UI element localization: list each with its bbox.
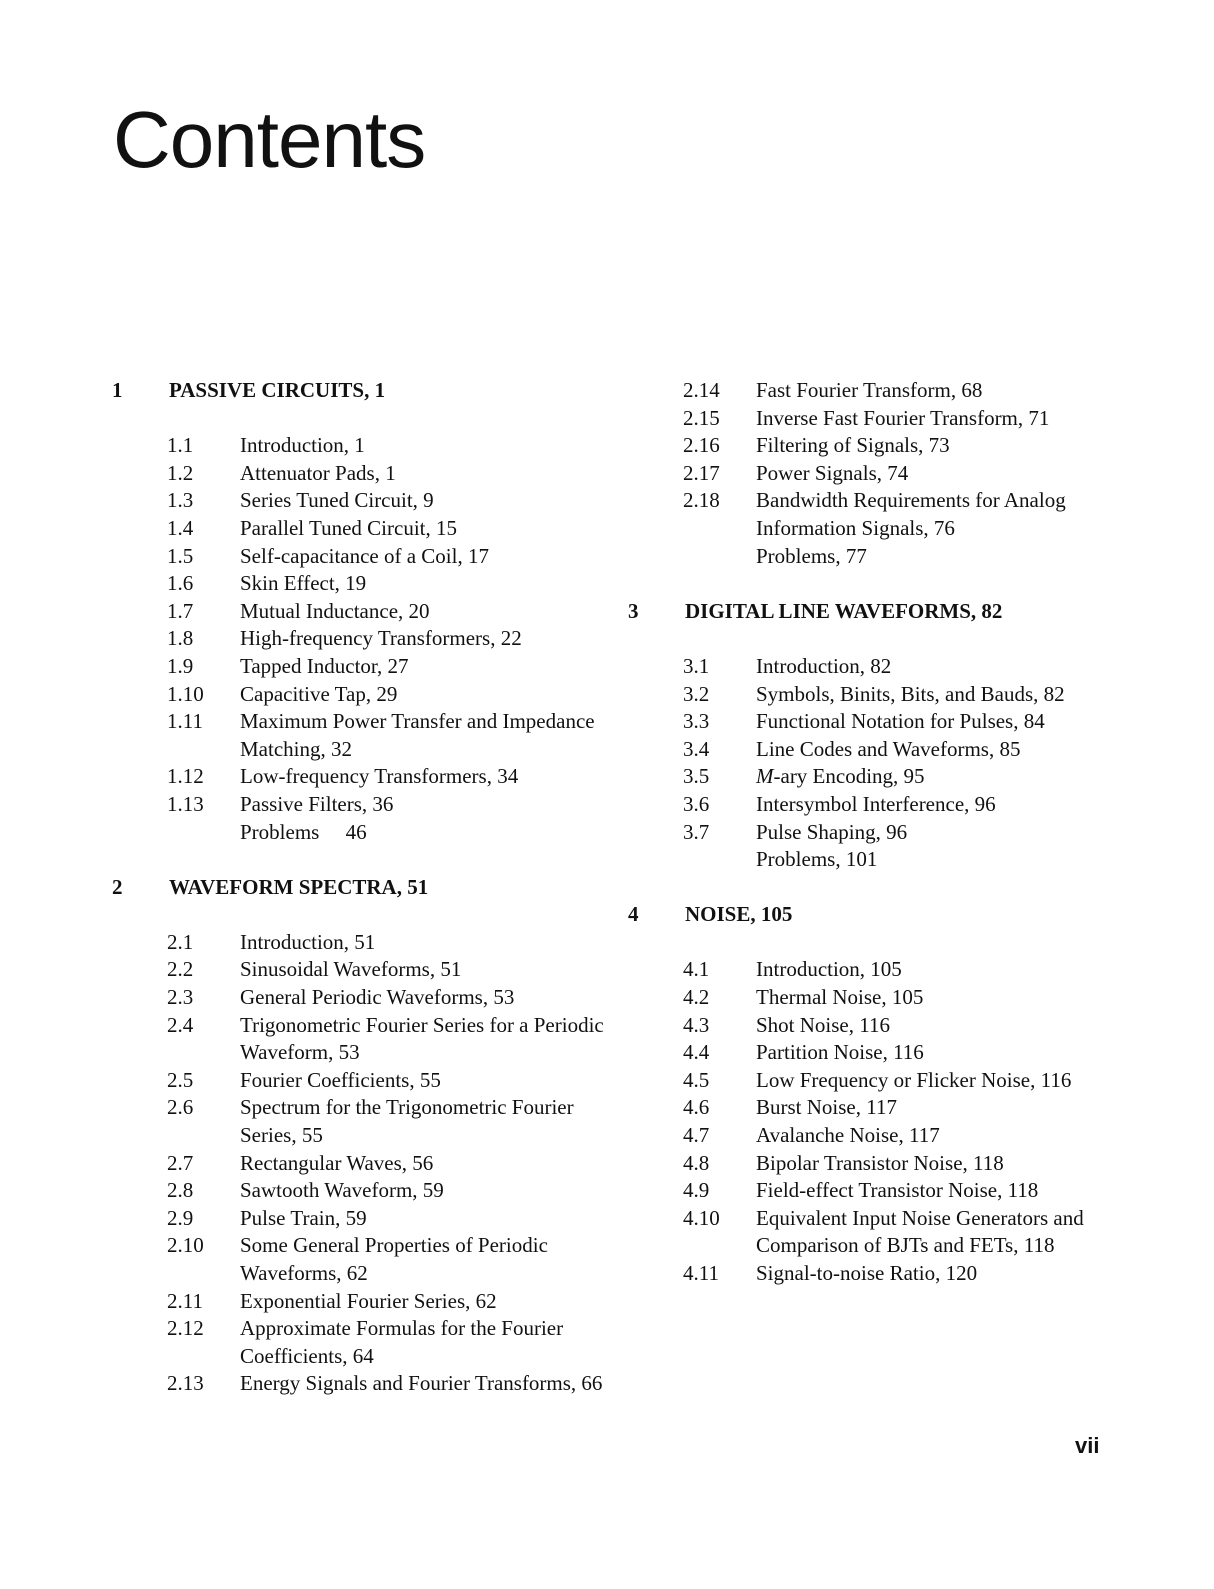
section-title: Pulse Shaping, 96	[756, 819, 908, 844]
toc-entry	[112, 515, 612, 543]
section-number: 3.6	[683, 791, 710, 816]
toc-entry	[112, 1067, 612, 1095]
toc-entry	[628, 405, 1098, 433]
section-number: 2.18	[683, 488, 720, 513]
toc-entry	[112, 708, 612, 763]
toc-entry	[112, 763, 612, 791]
section-number: 2.4	[167, 1012, 194, 1037]
toc-chapter	[112, 874, 612, 902]
toc-chapter	[628, 901, 1098, 929]
section-number: 1.2	[167, 460, 194, 485]
toc-entry	[628, 708, 1098, 736]
section-number: 2.15	[683, 405, 720, 430]
section-title: Fourier Coefficients, 55	[240, 1067, 441, 1092]
chapter-number: 2	[112, 874, 123, 899]
chapter-title: WAVEFORM SPECTRA, 51	[169, 874, 429, 899]
section-title: Sawtooth Waveform, 59	[240, 1178, 444, 1203]
toc-entry	[112, 1288, 612, 1316]
section-title: Bandwidth Requirements for Analog Information Signals, 76	[756, 488, 1066, 540]
section-number: 4.5	[683, 1067, 710, 1092]
toc-entry	[112, 929, 612, 957]
section-number: 2.12	[167, 1316, 204, 1341]
section-title: Skin Effect, 19	[240, 571, 367, 596]
toc-problems: Problems, 77	[756, 543, 867, 568]
section-title: Partition Noise, 116	[756, 1040, 924, 1065]
toc-entry	[628, 1205, 1098, 1260]
section-title: Trigonometric Fourier Series for a Periodic Waveform, 53	[240, 1012, 604, 1065]
section-title: Attenuator Pads, 1	[240, 460, 396, 485]
section-number: 2.9	[167, 1205, 194, 1230]
toc-entry	[628, 984, 1098, 1012]
toc-entry	[628, 1012, 1098, 1040]
toc-entry	[112, 1315, 612, 1370]
section-title: Bipolar Transistor Noise, 118	[756, 1150, 1004, 1175]
section-title: Spectrum for the Trigonometric Fourier Series, 55	[240, 1095, 574, 1148]
toc-right-column	[628, 377, 1098, 1288]
toc-entry	[628, 653, 1098, 681]
section-title: Low-frequency Transformers, 34	[240, 764, 519, 789]
section-title: Filtering of Signals, 73	[756, 433, 950, 458]
chapter-number: 1	[112, 378, 123, 402]
section-number: 4.10	[683, 1205, 720, 1230]
section-title: High-frequency Transformers, 22	[240, 626, 522, 651]
toc-entry	[628, 377, 1098, 405]
toc-entry	[628, 1122, 1098, 1150]
toc-problems: Problems, 101	[756, 847, 878, 872]
section-number: 3.7	[683, 819, 710, 844]
section-title: Introduction, 82	[756, 653, 892, 678]
toc-problems: Problems 46	[240, 819, 367, 844]
section-title: Functional Notation for Pulses, 84	[756, 709, 1045, 734]
toc-entry	[112, 1012, 612, 1067]
page-number: vii	[1075, 1433, 1100, 1458]
section-number: 2.7	[167, 1150, 194, 1175]
section-title: Parallel Tuned Circuit, 15	[240, 515, 457, 540]
section-number: 4.2	[683, 985, 710, 1010]
section-title: Exponential Fourier Series, 62	[240, 1288, 497, 1313]
section-title: Introduction, 105	[756, 957, 902, 982]
section-number: 4.1	[683, 957, 710, 982]
section-number: 2.16	[683, 433, 720, 458]
toc-entry	[112, 956, 612, 984]
toc-entry	[628, 736, 1098, 764]
toc-chapter	[112, 377, 612, 405]
toc-entry	[112, 487, 612, 515]
section-title: Intersymbol Interference, 96	[756, 791, 996, 816]
section-title: Thermal Noise, 105	[756, 985, 924, 1010]
toc-entry	[112, 984, 612, 1012]
toc-entry	[112, 570, 612, 598]
toc-entry	[112, 1177, 612, 1205]
section-number: 1.3	[167, 488, 194, 513]
section-number: 2.8	[167, 1178, 194, 1203]
section-title: Fast Fourier Transform, 68	[756, 378, 983, 402]
toc-left-column	[112, 377, 612, 1398]
toc-entry	[628, 1067, 1098, 1095]
section-number: 2.11	[167, 1288, 203, 1313]
section-title: Series Tuned Circuit, 9	[240, 488, 434, 513]
toc-entry	[628, 1177, 1098, 1205]
section-number: 1.1	[167, 433, 194, 458]
section-title: Burst Noise, 117	[756, 1095, 897, 1120]
toc-entry	[628, 1260, 1098, 1288]
toc-entry	[628, 819, 1098, 847]
toc-entry	[112, 625, 612, 653]
section-title: Signal-to-noise Ratio, 120	[756, 1261, 978, 1285]
section-number: 2.6	[167, 1095, 194, 1120]
section-title: M-ary Encoding, 95	[756, 764, 925, 789]
section-title: Some General Properties of Periodic Waveforms, 62	[240, 1233, 548, 1285]
section-title: Self-capacitance of a Coil, 17	[240, 543, 489, 568]
section-number: 4.6	[683, 1095, 710, 1120]
section-number: 2.17	[683, 460, 720, 485]
section-number: 2.14	[683, 378, 720, 402]
section-title: Introduction, 51	[240, 929, 376, 954]
section-number: 2.5	[167, 1067, 194, 1092]
section-number: 2.13	[167, 1371, 204, 1396]
section-number: 4.4	[683, 1040, 710, 1065]
chapter-title: NOISE, 105	[685, 902, 793, 927]
section-title: Pulse Train, 59	[240, 1205, 367, 1230]
section-number: 2.10	[167, 1233, 204, 1258]
toc-entry	[112, 653, 612, 681]
section-number: 4.11	[683, 1261, 719, 1285]
toc-chapter	[628, 598, 1098, 626]
toc-entry	[628, 1094, 1098, 1122]
section-number: 1.6	[167, 571, 194, 596]
chapter-title: DIGITAL LINE WAVEFORMS, 82	[685, 598, 1003, 623]
section-number: 4.3	[683, 1012, 710, 1037]
section-title: Inverse Fast Fourier Transform, 71	[756, 405, 1050, 430]
section-title: Symbols, Binits, Bits, and Bauds, 82	[756, 681, 1065, 706]
section-title: Line Codes and Waveforms, 85	[756, 736, 1021, 761]
toc-entry	[112, 543, 612, 571]
toc-entry	[628, 681, 1098, 709]
toc-entry	[628, 432, 1098, 460]
section-title: Equivalent Input Noise Generators and Comparison of BJTs and FETs, 118	[756, 1205, 1084, 1258]
section-title: General Periodic Waveforms, 53	[240, 985, 515, 1010]
toc-entry	[628, 460, 1098, 488]
toc-entry	[112, 1150, 612, 1178]
toc-entry	[112, 432, 612, 460]
toc-entry	[628, 1150, 1098, 1178]
section-title: Maximum Power Transfer and Impedance Matching, 32	[240, 709, 595, 761]
toc-entry	[628, 1039, 1098, 1067]
section-number: 4.8	[683, 1150, 710, 1175]
section-title: Approximate Formulas for the Fourier Coefficients, 64	[240, 1316, 564, 1368]
toc-entry	[112, 598, 612, 626]
section-number: 1.13	[167, 791, 204, 816]
section-title: Field-effect Transistor Noise, 118	[756, 1178, 1039, 1203]
section-number: 1.12	[167, 764, 204, 789]
toc-entry	[112, 1370, 612, 1398]
section-title: Rectangular Waves, 56	[240, 1150, 434, 1175]
section-number: 3.3	[683, 709, 710, 734]
section-title: Shot Noise, 116	[756, 1012, 890, 1037]
page-title: Contents	[113, 95, 426, 184]
section-number: 4.9	[683, 1178, 710, 1203]
section-number: 2.1	[167, 929, 194, 954]
section-number: 1.4	[167, 515, 194, 540]
section-number: 3.4	[683, 736, 710, 761]
chapter-number: 4	[628, 902, 639, 927]
section-title: Tapped Inductor, 27	[240, 653, 409, 678]
toc-entry	[112, 791, 612, 819]
section-number: 1.5	[167, 543, 194, 568]
toc-entry	[112, 681, 612, 709]
toc-entry	[112, 1205, 612, 1233]
section-title: Introduction, 1	[240, 433, 365, 458]
section-title: Capacitive Tap, 29	[240, 681, 398, 706]
toc-entry	[628, 487, 1098, 542]
chapter-title: PASSIVE CIRCUITS, 1	[169, 378, 386, 402]
section-number: 3.5	[683, 764, 710, 789]
toc-entry	[628, 763, 1098, 791]
section-title: Low Frequency or Flicker Noise, 116	[756, 1067, 1072, 1092]
toc-entry	[112, 460, 612, 488]
section-number: 3.2	[683, 681, 710, 706]
toc-entry	[112, 1094, 612, 1149]
section-title: Passive Filters, 36	[240, 791, 394, 816]
section-number: 1.8	[167, 626, 194, 651]
toc-entry	[628, 791, 1098, 819]
section-title: Avalanche Noise, 117	[756, 1123, 940, 1148]
section-title: Sinusoidal Waveforms, 51	[240, 957, 462, 982]
section-number: 4.7	[683, 1123, 710, 1148]
section-number: 1.10	[167, 681, 204, 706]
section-number: 2.3	[167, 985, 194, 1010]
section-number: 1.9	[167, 653, 194, 678]
section-title: Power Signals, 74	[756, 460, 909, 485]
toc-entry	[112, 1232, 612, 1287]
chapter-number: 3	[628, 598, 639, 623]
section-number: 2.2	[167, 957, 194, 982]
toc-entry	[628, 956, 1098, 984]
section-number: 1.11	[167, 709, 203, 734]
section-title: Energy Signals and Fourier Transforms, 66	[240, 1371, 603, 1396]
section-number: 1.7	[167, 598, 194, 623]
section-number: 3.1	[683, 653, 710, 678]
section-title: Mutual Inductance, 20	[240, 598, 430, 623]
